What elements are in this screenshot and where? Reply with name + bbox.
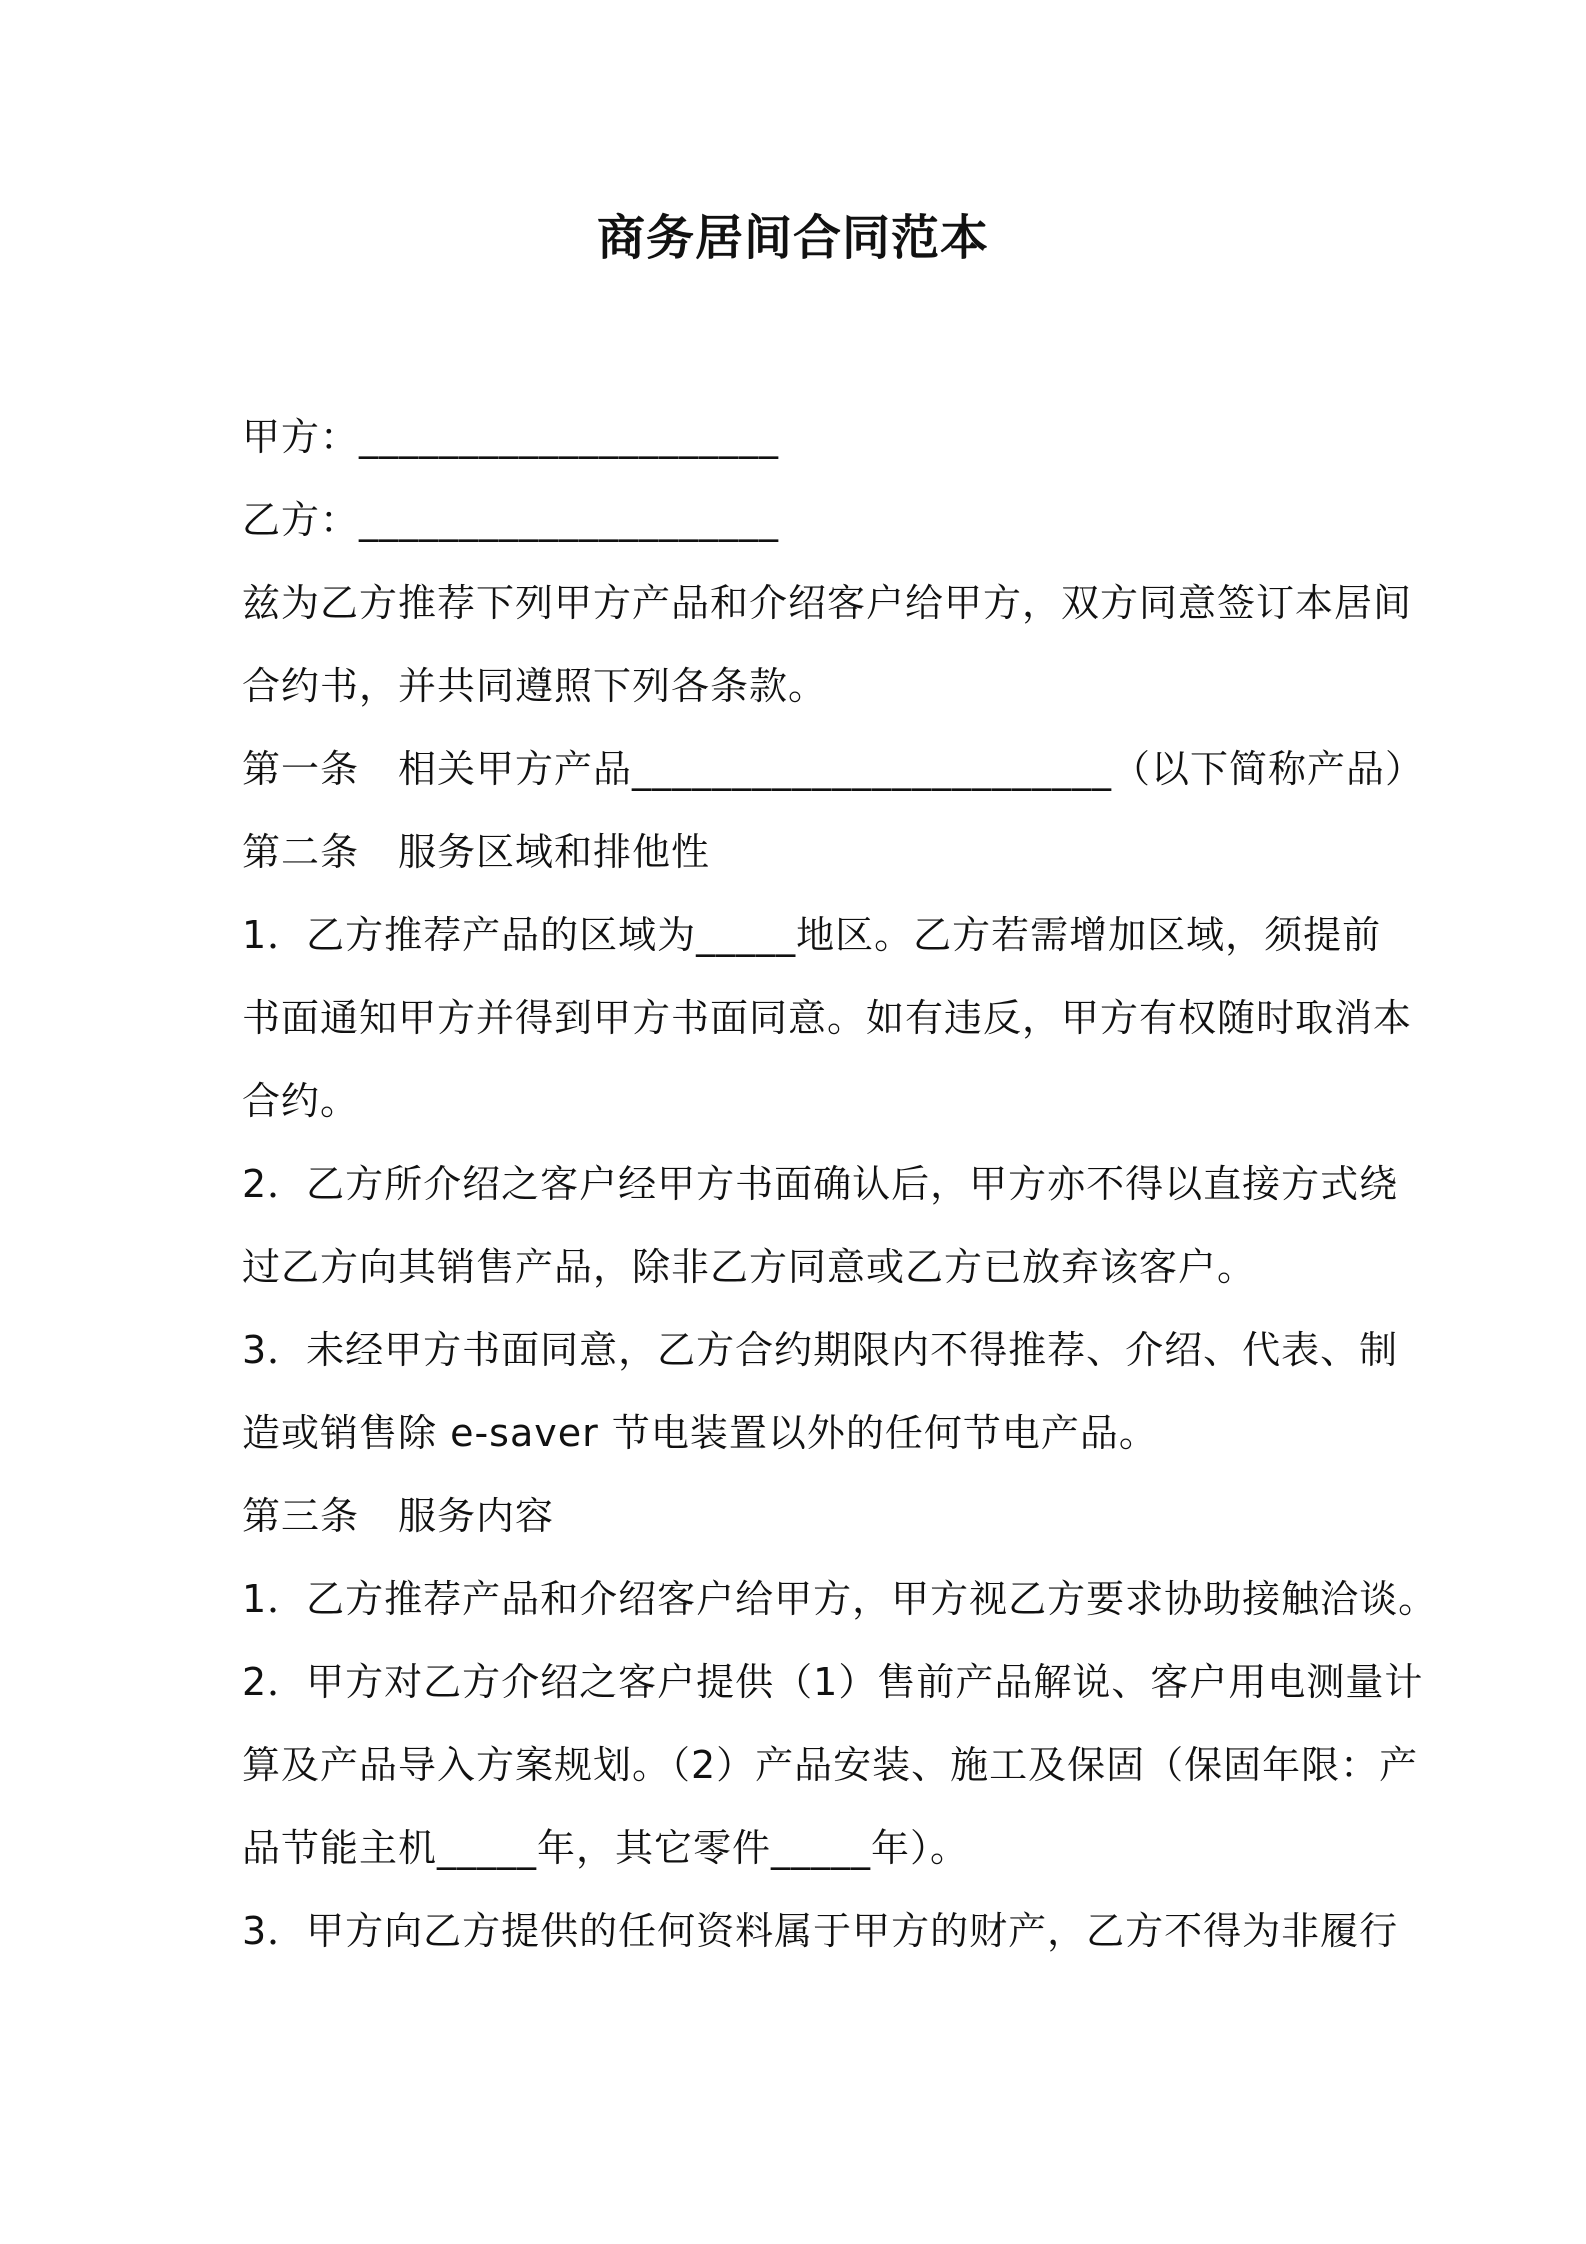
- article-2-clause-2-line-2: 过乙方向其销售产品，除非乙方同意或乙方已放弃该客户。: [242, 1245, 1257, 1289]
- article-3-heading: 第三条 服务内容: [242, 1494, 555, 1538]
- document-title: 商务居间合同范本: [596, 210, 989, 266]
- article-3-clause-1: 1．乙方推荐产品和介绍客户给甲方，甲方视乙方要求协助接触洽谈。: [242, 1577, 1438, 1621]
- preamble-line-2: 合约书，并共同遵照下列各条款。: [242, 664, 828, 708]
- article-2-clause-3-line-2: 造或销售除 e-saver 节电装置以外的任何节电产品。: [242, 1411, 1158, 1455]
- party-a-line: 甲方：_____________________: [242, 415, 780, 459]
- article-2-clause-3-line-1: 3．未经甲方书面同意，乙方合约期限内不得推荐、介绍、代表、制: [242, 1328, 1399, 1372]
- article-2-clause-1-line-1: 1．乙方推荐产品的区域为_____地区。乙方若需增加区域，须提前: [242, 913, 1382, 957]
- party-b-line: 乙方：_____________________: [242, 498, 780, 542]
- article-2-clause-1-line-2: 书面通知甲方并得到甲方书面同意。如有违反，甲方有权随时取消本: [242, 996, 1413, 1040]
- article-2-heading: 第二条 服务区域和排他性: [242, 830, 711, 874]
- article-3-clause-3-line-1: 3．甲方向乙方提供的任何资料属于甲方的财产，乙方不得为非履行: [242, 1909, 1399, 1953]
- article-3-clause-2-line-1: 2．甲方对乙方介绍之客户提供（1）售前产品解说、客户用电测量计: [242, 1660, 1424, 1704]
- article-3-clause-2-line-3: 品节能主机_____年，其它零件_____年）。: [242, 1826, 970, 1870]
- article-1-heading: 第一条 相关甲方产品________________________（以下简称产品）: [242, 747, 1425, 791]
- article-2-clause-1-line-3: 合约。: [242, 1079, 360, 1123]
- article-3-clause-2-line-2: 算及产品导入方案规划。（2）产品安装、施工及保固（保固年限：产: [242, 1743, 1419, 1787]
- article-2-clause-2-line-1: 2．乙方所介绍之客户经甲方书面确认后，甲方亦不得以直接方式绕: [242, 1162, 1399, 1206]
- preamble-line-1: 兹为乙方推荐下列甲方产品和介绍客户给甲方，双方同意签订本居间: [242, 581, 1413, 625]
